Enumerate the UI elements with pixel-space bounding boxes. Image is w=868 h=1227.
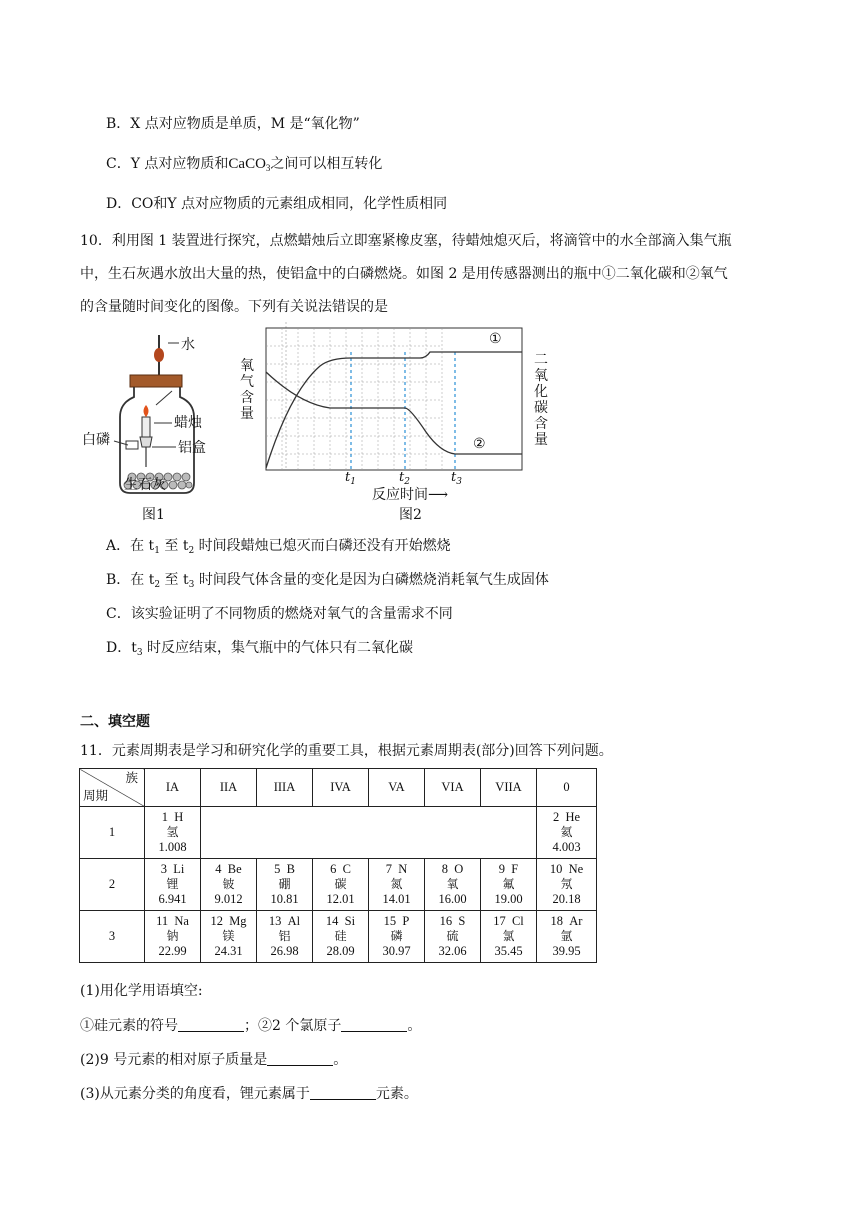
group-header: IVA (313, 769, 369, 807)
element-mass: 6.941 (158, 892, 187, 906)
element-mass: 20.18 (552, 892, 581, 906)
group-header: VA (369, 769, 425, 807)
element-name: 氟 (502, 877, 515, 891)
element-cell (145, 859, 201, 911)
element-number-symbol: 6 C (330, 862, 351, 876)
label-candle: 蜡烛 (174, 415, 202, 431)
fig2-xlabel: 反应时间⟶ (372, 487, 449, 503)
element-number-symbol: 1 H (161, 810, 184, 824)
element-number-symbol: 5 B (274, 862, 295, 876)
period-label: 2 (80, 859, 145, 911)
q10-stem-line2: 中，生石灰遇水放出大量的热，使铝盒中的白磷燃烧。如图 2 是用传感器测出的瓶中①二氧化碳和②氧气 (80, 266, 728, 282)
element-number-symbol: 17 Cl (493, 914, 524, 928)
element-cell (201, 911, 257, 963)
element-cell (257, 859, 313, 911)
element-number-symbol: 3 Li (160, 862, 185, 876)
q9-option-b: B．X 点对应物质是单质，M 是“氧化物” (106, 116, 360, 132)
element-mass: 16.00 (438, 892, 467, 906)
element-number-symbol: 9 F (498, 862, 519, 876)
q11-stem: 11．元素周期表是学习和研究化学的重要工具，根据元素周期表(部分)回答下列问题。 (80, 743, 613, 759)
q10-option-d: D．$t_3$ 时反应结束，集气瓶中的气体只有二氧化碳 (106, 640, 414, 658)
periodic-table (79, 768, 597, 963)
q9-option-c (106, 153, 382, 173)
label-water: 水 (181, 337, 195, 353)
group-header: VIA (425, 769, 481, 807)
fig2-t2: $t_2$ (399, 470, 410, 487)
element-cell (201, 859, 257, 911)
q10-stem-line3: 的含量随时间变化的图像。下列有关说法错误的是 (80, 299, 388, 315)
group-header: 0 (537, 769, 597, 807)
fig2-ylabel-right: 二氧化碳含量 (534, 352, 548, 448)
element-cell (313, 911, 369, 963)
element-name: 氩 (560, 929, 573, 943)
element-mass: 26.98 (270, 944, 299, 958)
group-header: IA (145, 769, 201, 807)
period-label: 1 (80, 807, 145, 859)
element-name: 碳 (334, 877, 347, 891)
element-cell (537, 911, 597, 963)
element-mass: 9.012 (214, 892, 243, 906)
element-number-symbol: 13 Al (268, 914, 301, 928)
q11-part3: (3)从元素分类的角度看，锂元素属于 元素。 (80, 1086, 418, 1102)
element-name: 硼 (278, 877, 291, 891)
element-mass: 14.01 (382, 892, 411, 906)
element-name: 钠 (166, 929, 179, 943)
section-title-fill-blank: 二、填空题 (80, 714, 150, 730)
label-al-box: 铝盒 (178, 440, 206, 456)
element-mass: 35.45 (494, 944, 523, 958)
q10-option-c: C．该实验证明了不同物质的燃烧对氧气的含量需求不同 (106, 606, 453, 622)
fig2-ylabel-left: 氧气含量 (240, 358, 254, 422)
element-mass: 24.31 (214, 944, 243, 958)
element-name: 锂 (166, 877, 179, 891)
element-name: 铝 (278, 929, 291, 943)
figure1-apparatus (76, 325, 236, 525)
q11-part1-items: ①硅元素的符号 ；②2 个氯原子 。 (80, 1018, 422, 1034)
fig2-curve2-label: ② (473, 436, 486, 452)
answer-blank-si-symbol[interactable] (178, 1019, 244, 1032)
q10-option-b: B．在 $t_2$ 至 $t_3$ 时间段气体含量的变化是因为白磷燃烧消耗氧气生成固体 (106, 572, 549, 590)
element-number-symbol: 2 He (552, 810, 581, 824)
label-quicklime: 生石灰 (124, 477, 166, 493)
q10-stem-line1: 10．利用图 1 装置进行探究，点燃蜡烛后立即塞紧橡皮塞，待蜡烛熄灭后，将滴管中的水全部滴入集气瓶 (80, 233, 732, 249)
q9-option-c-post: 之间可以相互转化 (270, 156, 383, 172)
element-mass: 10.81 (270, 892, 299, 906)
corner-period-label: 周期 (83, 789, 109, 803)
element-number-symbol: 4 Be (215, 862, 242, 876)
fig2-t1: $t_1$ (345, 470, 356, 487)
element-cell (313, 859, 369, 911)
figure2-caption: 图2 (399, 507, 422, 523)
table-corner (80, 769, 145, 807)
element-cell (369, 859, 425, 911)
formula-caco3: CaCO$_3$ (228, 156, 271, 173)
element-name: 氖 (560, 877, 573, 891)
element-number-symbol: 8 O (441, 862, 464, 876)
element-number-symbol: 15 P (383, 914, 410, 928)
element-name: 氮 (390, 877, 403, 891)
element-cell (481, 859, 537, 911)
element-name: 磷 (390, 929, 403, 943)
q11-part2: (2)9 号元素的相对原子质量是 。 (80, 1052, 348, 1068)
element-mass: 32.06 (438, 944, 467, 958)
q10-option-a: A．在 $t_1$ 至 $t_2$ 时间段蜡烛已熄灭而白磷还没有开始燃烧 (106, 538, 451, 556)
q11-part1: (1)用化学用语填空: (80, 983, 203, 999)
element-name: 镁 (222, 929, 235, 943)
element-mass: 22.99 (158, 944, 187, 958)
q9-option-d: D．CO和Y 点对应物质的元素组成相同，化学性质相同 (106, 196, 448, 212)
element-name: 硫 (446, 929, 459, 943)
element-cell (425, 911, 481, 963)
element-name: 氢 (166, 825, 179, 839)
fig2-t3: $t_3$ (451, 470, 462, 487)
element-number-symbol: 11 Na (156, 914, 189, 928)
element-cell (257, 911, 313, 963)
element-name: 铍 (222, 877, 235, 891)
element-cell (145, 807, 201, 859)
arrow-right-icon: ⟶ (428, 487, 449, 503)
group-header: VIIA (481, 769, 537, 807)
element-name: 氯 (502, 929, 515, 943)
element-cell (369, 911, 425, 963)
group-header: IIIA (257, 769, 313, 807)
element-mass: 39.95 (552, 944, 581, 958)
element-number-symbol: 14 Si (325, 914, 356, 928)
empty-cell (201, 807, 537, 859)
q9-option-c-pre: C．Y 点对应物质和 (106, 156, 229, 172)
element-number-symbol: 16 S (439, 914, 466, 928)
answer-blank-2-cl-atoms[interactable] (341, 1019, 407, 1032)
element-number-symbol: 12 Mg (210, 914, 247, 928)
element-name: 硅 (334, 929, 347, 943)
element-mass: 12.01 (326, 892, 355, 906)
figure1-caption: 图1 (142, 507, 165, 523)
element-number-symbol: 7 N (385, 862, 408, 876)
period-label: 3 (80, 911, 145, 963)
element-mass: 1.008 (158, 840, 187, 854)
element-mass: 4.003 (552, 840, 581, 854)
element-cell (537, 807, 597, 859)
element-name: 氦 (560, 825, 573, 839)
element-cell (425, 859, 481, 911)
fig2-curve1-label: ① (489, 331, 502, 347)
group-header: IIA (201, 769, 257, 807)
element-number-symbol: 18 Ar (550, 914, 583, 928)
element-name: 氧 (446, 877, 459, 891)
element-cell (145, 911, 201, 963)
answer-blank-li-class[interactable] (310, 1087, 376, 1100)
label-white-phosphorus: 白磷 (82, 432, 110, 448)
element-cell (481, 911, 537, 963)
corner-group-label: 族 (125, 771, 138, 785)
element-mass: 30.97 (382, 944, 411, 958)
answer-blank-f-mass[interactable] (267, 1053, 333, 1066)
element-mass: 19.00 (494, 892, 523, 906)
element-cell (537, 859, 597, 911)
element-mass: 28.09 (326, 944, 355, 958)
element-number-symbol: 10 Ne (549, 862, 584, 876)
